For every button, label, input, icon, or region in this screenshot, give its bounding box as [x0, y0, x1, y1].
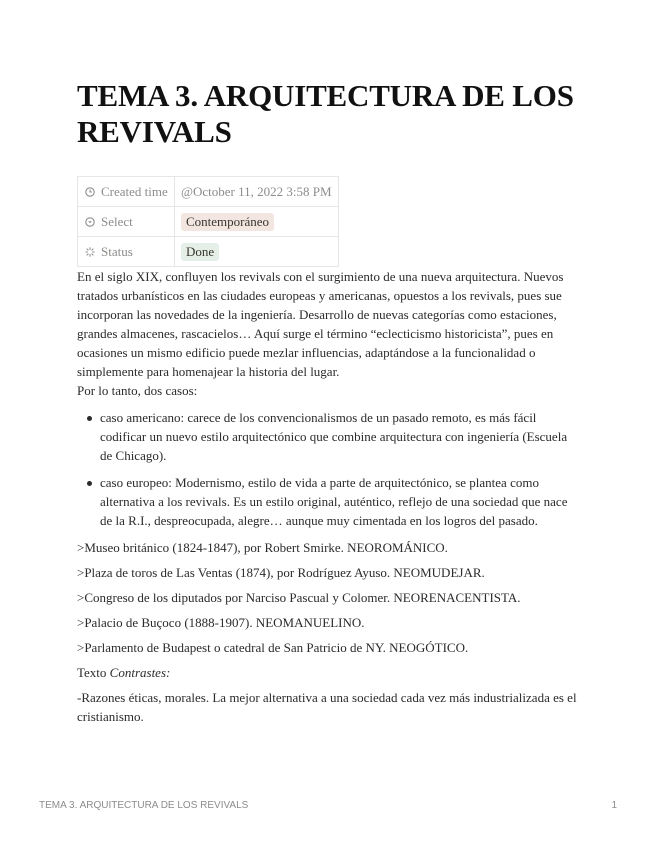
property-row-select: [78, 207, 339, 237]
cases-list: [77, 408, 580, 530]
page-content: [77, 0, 580, 726]
texto-prefix: Texto: [77, 665, 107, 680]
select-tag[interactable]: Contemporáneo: [181, 213, 274, 231]
por-lo-tanto-paragraph: Por lo tanto, dos casos:: [77, 383, 198, 398]
example-line: >Palacio de Buçoco (1888-1907). NEOMANUELINO.: [77, 615, 365, 630]
property-row-created-time: [78, 177, 339, 207]
example-line: >Parlamento de Budapest o catedral de San Patricio de NY. NEOGÓTICO.: [77, 640, 469, 655]
clock-icon: [85, 187, 95, 197]
property-value[interactable]: @October 11, 2022 3:58 PM: [175, 177, 339, 207]
example-line: >Museo británico (1824-1847), por Robert Smirke. NEOROMÁNICO.: [77, 540, 448, 555]
status-icon: [85, 247, 95, 257]
property-label: Status: [101, 243, 133, 259]
last-paragraph: -Razones éticas, morales. La mejor alternativa a una sociedad cada vez más industrializada es el cristianismo.: [77, 690, 577, 724]
property-label: Created time: [101, 183, 168, 199]
property-label: Select: [101, 213, 133, 229]
texto-title: Contrastes:: [109, 665, 171, 680]
select-icon: [85, 217, 95, 227]
property-key: [78, 177, 175, 207]
status-tag[interactable]: Done: [181, 243, 219, 261]
page-number: 1: [611, 800, 617, 811]
example-line: >Plaza de toros de Las Ventas (1874), por Rodríguez Ayuso. NEOMUDEJAR.: [77, 565, 485, 580]
property-key: [78, 237, 175, 267]
texto-heading: [77, 663, 580, 688]
bullet-icon: [87, 416, 92, 421]
intro-paragraph: En el siglo XIX, confluyen los revivals con el surgimiento de una nueva arquitectura. Nuevos tratados urbanísticos en las ciudades europeas y americanas, opuestos a los revivals, pues sue incorporan las novedades de la ingeniería. Desarrollo de nuevas categorías como estaciones, grandes almacenes, rascacielos… Aquí surge el término “eclecticismo historicista”, pues en ocasiones un mismo edificio puede mezlar influencias, adaptándose a la funcionalidad o simplemente para homenajear la historia del lugar.: [77, 269, 564, 379]
page-title: TEMA 3. ARQUITECTURA DE LOS REVIVALS: [77, 78, 574, 149]
example-line: >Congreso de los diputados por Narciso Pascual y Colomer. NEORENACENTISTA.: [77, 590, 521, 605]
property-key: [78, 207, 175, 237]
bullet-icon: [87, 481, 92, 486]
property-row-status: [78, 237, 339, 267]
footer-title: TEMA 3. ARQUITECTURA DE LOS REVIVALS: [39, 800, 249, 811]
list-item-text: caso europeo: Modernismo, estilo de vida a parte de arquitectónico, se plantea como alternativa a los revivals. Es un estilo original, auténtico, reflejo de una sociedad que nace de la R.I., despreocupada, alegre… aunque muy cimentada en los logros del pasado.: [100, 475, 568, 528]
property-value[interactable]: [175, 207, 339, 237]
properties-table: [77, 176, 339, 267]
list-item: [100, 473, 580, 530]
document-body: [77, 267, 580, 726]
list-item: [100, 408, 580, 465]
property-value[interactable]: [175, 237, 339, 267]
list-item-text: caso americano: carece de los convencionalismos de un pasado remoto, es más fácil codificar un nuevo estilo arquitectónico que combine arquitectura con ingeniería (Escuela de Chicago).: [100, 410, 568, 463]
